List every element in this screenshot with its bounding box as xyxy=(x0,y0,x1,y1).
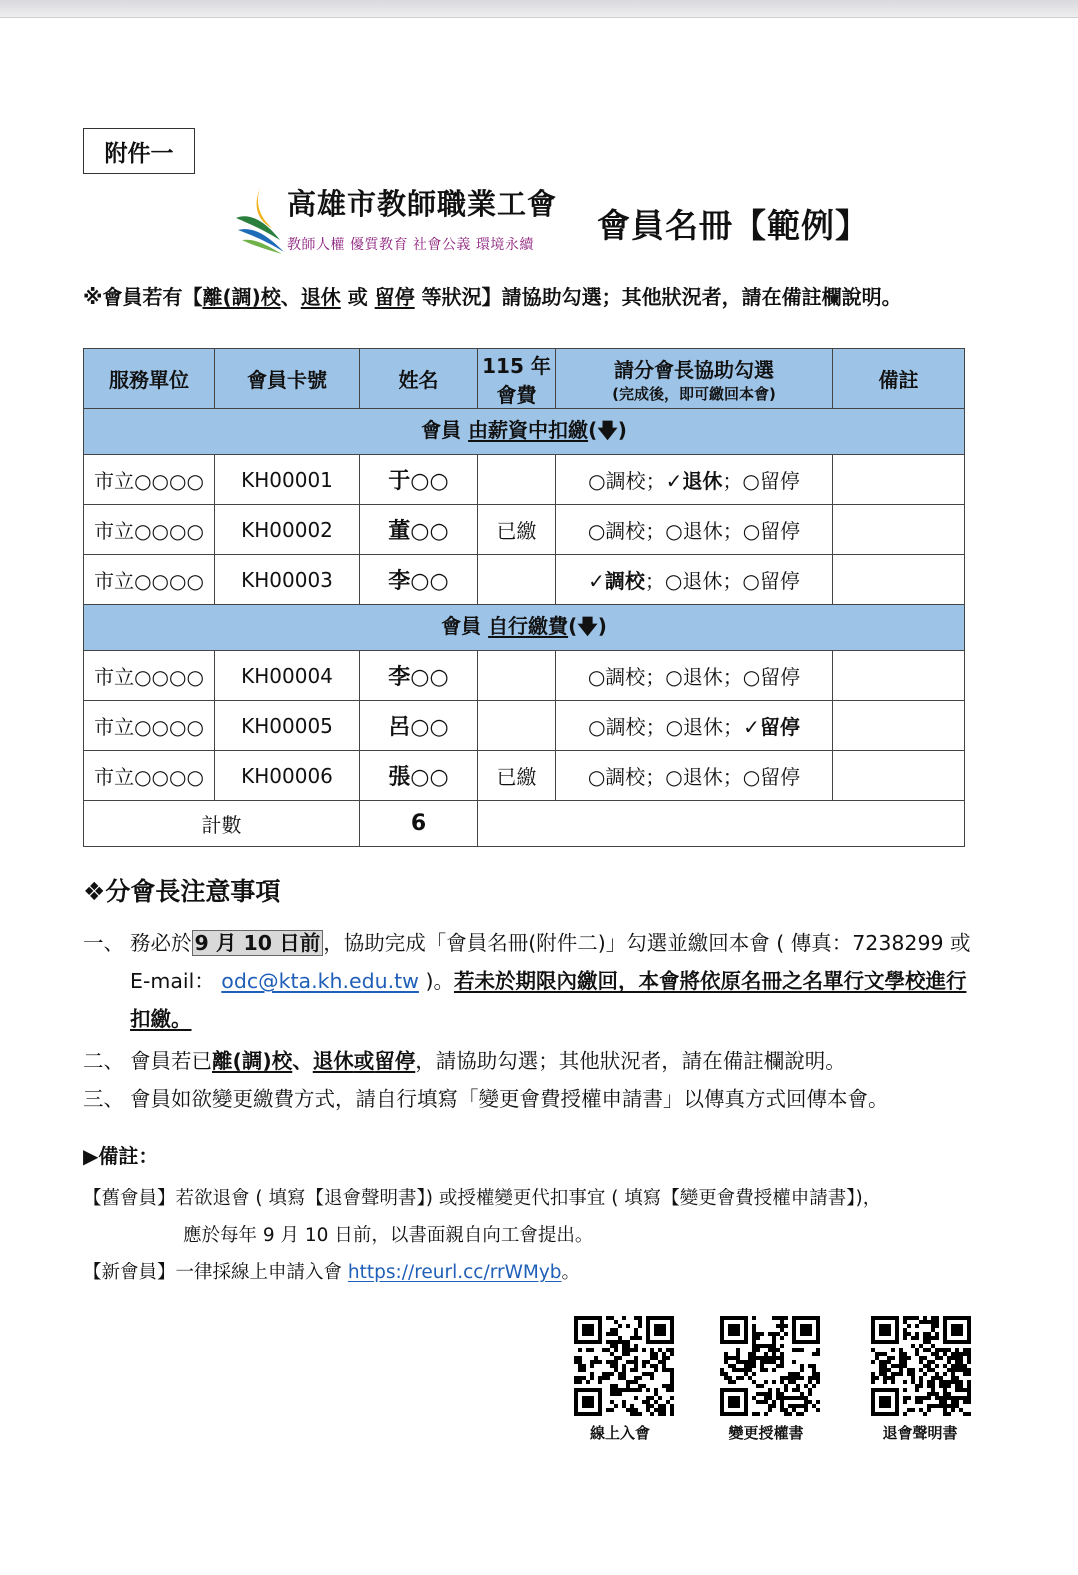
down-arrow-icon: (🡇) xyxy=(568,613,607,638)
cell-fee xyxy=(478,651,556,701)
note-number: 一、 xyxy=(83,931,124,955)
table-row xyxy=(84,751,965,801)
status-text: ○調校； xyxy=(588,469,666,493)
cell-remark[interactable] xyxy=(833,651,965,701)
remark-text: 。 xyxy=(561,1262,581,1283)
header-card: 會員卡號 xyxy=(215,349,360,409)
status-text: ○調校；○退休；○留停 xyxy=(587,665,801,689)
total-label: 計數 xyxy=(84,801,360,847)
window-top-bar xyxy=(0,0,1078,18)
cell-unit: 市立○○○○ xyxy=(84,701,215,751)
section-prefix: 會員 xyxy=(421,417,469,442)
note-warning: 若未於期限內繳回，本會將依原名冊之名單行文學校進行扣繳。 xyxy=(130,969,967,1031)
down-arrow-icon: (🡇) xyxy=(588,417,627,442)
cell-status-check[interactable] xyxy=(556,751,833,801)
notice-sep: 、 xyxy=(280,285,301,309)
union-logo xyxy=(232,178,567,256)
section-label: 由薪資中扣繳 xyxy=(468,417,589,442)
wave-emblem-icon xyxy=(232,178,287,256)
note-text: 會員若已 xyxy=(130,1049,212,1073)
status-text: ；○留停 xyxy=(722,469,800,493)
qr-label-withdrawal: 退會聲明書 xyxy=(882,1424,958,1442)
section-self-cell xyxy=(84,605,965,651)
instruction-notice xyxy=(83,278,963,316)
cell-fee xyxy=(478,455,556,505)
remarks-heading: ▶備註： xyxy=(83,1144,159,1168)
qr-label-change-authorization: 變更授權書 xyxy=(728,1424,804,1442)
header-fee xyxy=(478,349,556,409)
cell-fee xyxy=(478,701,556,751)
qr-code-withdrawal[interactable] xyxy=(871,1316,971,1416)
notice-option-retire: 退休 xyxy=(300,285,341,309)
cell-remark[interactable] xyxy=(833,555,965,605)
cell-name: 于○○ xyxy=(360,455,478,505)
note-option-transfer: 離(調)校 xyxy=(212,1049,293,1073)
status-text: ○調校；○退休；○留停 xyxy=(587,519,801,543)
notes-list xyxy=(83,924,978,1118)
member-roster-table xyxy=(83,348,965,847)
header-name: 姓名 xyxy=(360,349,478,409)
join-online-link[interactable]: https://reurl.cc/rrWMyb xyxy=(347,1262,562,1283)
status-checked: ✓留停 xyxy=(743,715,800,739)
cell-fee: 已繳 xyxy=(478,505,556,555)
cell-status-check[interactable] xyxy=(556,505,833,555)
header-unit: 服務單位 xyxy=(84,349,215,409)
note-text: ，請協助勾選；其他狀況者，請在備註欄說明。 xyxy=(415,1049,846,1073)
notice-suffix: 等狀況】請協助勾選；其他狀況者，請在備註欄說明。 xyxy=(414,285,902,309)
remark-old-member-deadline: 應於每年 9 月 10 日前，以書面親自向工會提出。 xyxy=(183,1225,594,1246)
table-row xyxy=(84,701,965,751)
cell-remark[interactable] xyxy=(833,701,965,751)
note-option-retire: 退休 xyxy=(312,1049,354,1073)
status-text: ○調校；○退休；○留停 xyxy=(587,765,801,789)
cell-remark[interactable] xyxy=(833,751,965,801)
remark-new-member xyxy=(83,1254,978,1291)
notice-option-leave: 留停 xyxy=(374,285,415,309)
table-row xyxy=(84,505,965,555)
cell-remark[interactable] xyxy=(833,505,965,555)
cell-status-check[interactable] xyxy=(556,651,833,701)
note-option-leave: 留停 xyxy=(374,1049,416,1073)
qr-label-online-join: 線上入會 xyxy=(589,1424,650,1442)
note-text: ，協助完成「會員名冊(附件二)」勾選並繳回本會 ( 傳真：7238299 或 E-mail： xyxy=(130,931,971,993)
note-item-2 xyxy=(83,1042,978,1080)
status-text: ○調校；○退休； xyxy=(588,715,744,739)
remarks-block xyxy=(83,1180,978,1291)
total-row xyxy=(84,801,965,847)
cell-fee: 已繳 xyxy=(478,751,556,801)
note-sep: 或 xyxy=(353,1049,375,1073)
notice-prefix: ※會員若有【 xyxy=(83,285,203,309)
qr-code-online-join[interactable] xyxy=(574,1316,674,1416)
note-item-1 xyxy=(83,924,978,1038)
note-text: 務必於 xyxy=(130,931,192,955)
cell-name: 張○○ xyxy=(360,751,478,801)
table-row xyxy=(84,455,965,505)
cell-name: 李○○ xyxy=(360,555,478,605)
cell-name: 呂○○ xyxy=(360,701,478,751)
note-number: 二、 xyxy=(83,1049,124,1073)
deadline-highlight: 9 月 10 日前 xyxy=(192,930,324,956)
logo-slogan: 教師人權 優質教育 社會公義 環境永續 xyxy=(287,237,534,253)
page-title: 會員名冊【範例】 xyxy=(597,206,869,245)
cell-unit: 市立○○○○ xyxy=(84,555,215,605)
cell-unit: 市立○○○○ xyxy=(84,505,215,555)
header-remark: 備註 xyxy=(833,349,965,409)
header-check-note: (完成後，即可繳回本會) xyxy=(612,384,776,403)
table-header-row xyxy=(84,349,965,409)
logo-name: 高雄市教師職業工會 xyxy=(287,187,558,221)
section-label: 自行繳費 xyxy=(488,613,569,638)
cell-card: KH00003 xyxy=(215,555,360,605)
note-text: )。 xyxy=(418,969,454,993)
note-sep: 、 xyxy=(292,1049,313,1073)
cell-name: 李○○ xyxy=(360,651,478,701)
header-check-title: 請分會長協助勾選 xyxy=(614,357,774,382)
cell-unit: 市立○○○○ xyxy=(84,455,215,505)
cell-unit: 市立○○○○ xyxy=(84,751,215,801)
remark-old-member: 【舊會員】若欲退會 ( 填寫【退會聲明書】) 或授權變更代扣事宜 ( 填寫【變更會費授權申請書】)， xyxy=(83,1188,882,1209)
remark-text: 【新會員】一律採線上申請入會 xyxy=(83,1262,348,1283)
section-self-payment xyxy=(84,605,965,651)
header-fee-year: 115 年 xyxy=(482,353,551,378)
qr-code-change-authorization[interactable] xyxy=(720,1316,820,1416)
note-number: 三、 xyxy=(83,1087,124,1111)
cell-card: KH00001 xyxy=(215,455,360,505)
cell-fee xyxy=(478,555,556,605)
cell-status-check[interactable] xyxy=(556,701,833,751)
note-text: 會員如欲變更繳費方式，請自行填寫「變更會費授權申請書」以傳真方式回傳本會。 xyxy=(130,1087,889,1111)
notice-sep: 或 xyxy=(340,285,375,309)
header-check xyxy=(556,349,833,409)
table-row xyxy=(84,651,965,701)
email-link[interactable]: odc@kta.kh.edu.tw xyxy=(221,969,419,993)
notes-heading: ❖分會長注意事項 xyxy=(83,877,281,906)
total-count: 6 xyxy=(360,801,478,847)
status-text: ；○退休；○留停 xyxy=(644,569,800,593)
cell-card: KH00006 xyxy=(215,751,360,801)
table-row xyxy=(84,555,965,605)
cell-card: KH00005 xyxy=(215,701,360,751)
header-fee-label: 會費 xyxy=(496,382,537,407)
notice-option-transfer: 離(調)校 xyxy=(202,285,281,309)
note-item-3 xyxy=(83,1080,978,1118)
section-payroll-cell xyxy=(84,409,965,455)
status-checked: ✓調校 xyxy=(588,569,645,593)
cell-card: KH00004 xyxy=(215,651,360,701)
section-payroll-deduction xyxy=(84,409,965,455)
cell-status-check[interactable] xyxy=(556,455,833,505)
cell-status-check[interactable] xyxy=(556,555,833,605)
attachment-label: 附件一 xyxy=(83,128,195,174)
cell-card: KH00002 xyxy=(215,505,360,555)
cell-unit: 市立○○○○ xyxy=(84,651,215,701)
section-prefix: 會員 xyxy=(441,613,489,638)
cell-name: 董○○ xyxy=(360,505,478,555)
cell-remark[interactable] xyxy=(833,455,965,505)
status-checked: ✓退休 xyxy=(665,469,723,493)
total-empty xyxy=(478,801,965,847)
